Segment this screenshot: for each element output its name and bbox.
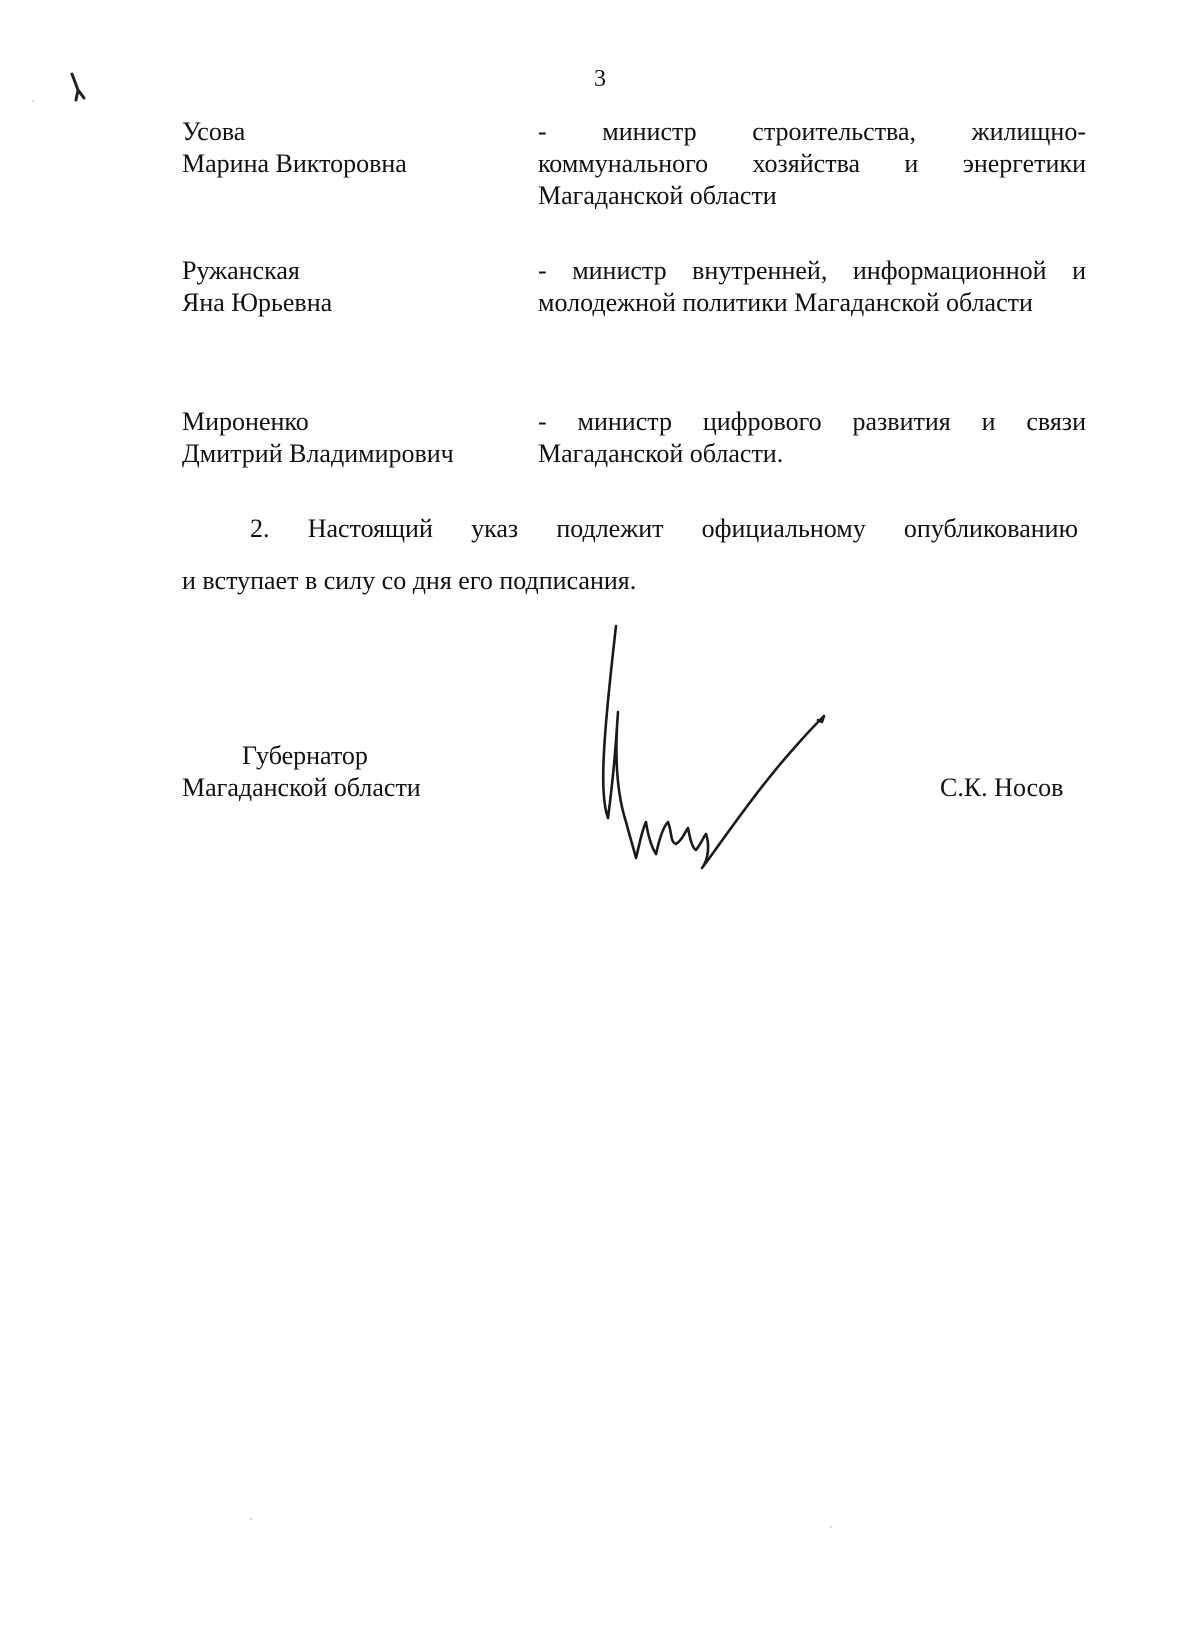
signatory-title [182, 740, 421, 804]
member-surname: Усова [182, 117, 246, 146]
member-given-names: Марина Викторовна [182, 149, 407, 178]
member-name [182, 255, 502, 319]
member-role: - министр строительства, жилищно-коммунального хозяйства и энергетики Магаданской области [538, 117, 1086, 210]
signatory-title-line-2: Магаданской области [182, 773, 421, 802]
scan-speck [830, 1526, 832, 1528]
page-number: 3 [594, 66, 606, 92]
clause-2-line-2: и вступает в силу со дня его подписания. [182, 566, 637, 595]
member-given-names: Яна Юрьевна [182, 288, 333, 317]
member-role: - министр цифрового развития и связи Магаданской области. [538, 407, 1086, 468]
member-given-names: Дмитрий Владимирович [182, 439, 454, 468]
handwritten-signature [596, 622, 842, 884]
member-name [182, 406, 502, 470]
member-surname: Ружанская [182, 256, 300, 285]
signatory-name: С.К. Носов [940, 773, 1064, 802]
signatory-title-line-1: Губернатор [242, 741, 368, 770]
member-name [182, 116, 502, 180]
member-surname: Мироненко [182, 407, 309, 436]
scan-speck [32, 100, 34, 102]
member-role: - министр внутренней, информационной и молодежной политики Магаданской области [538, 256, 1086, 317]
clause-2-line-1: 2. Настоящий указ подлежит официальному опубликованию [250, 514, 1078, 543]
scan-speck [250, 1518, 252, 1520]
